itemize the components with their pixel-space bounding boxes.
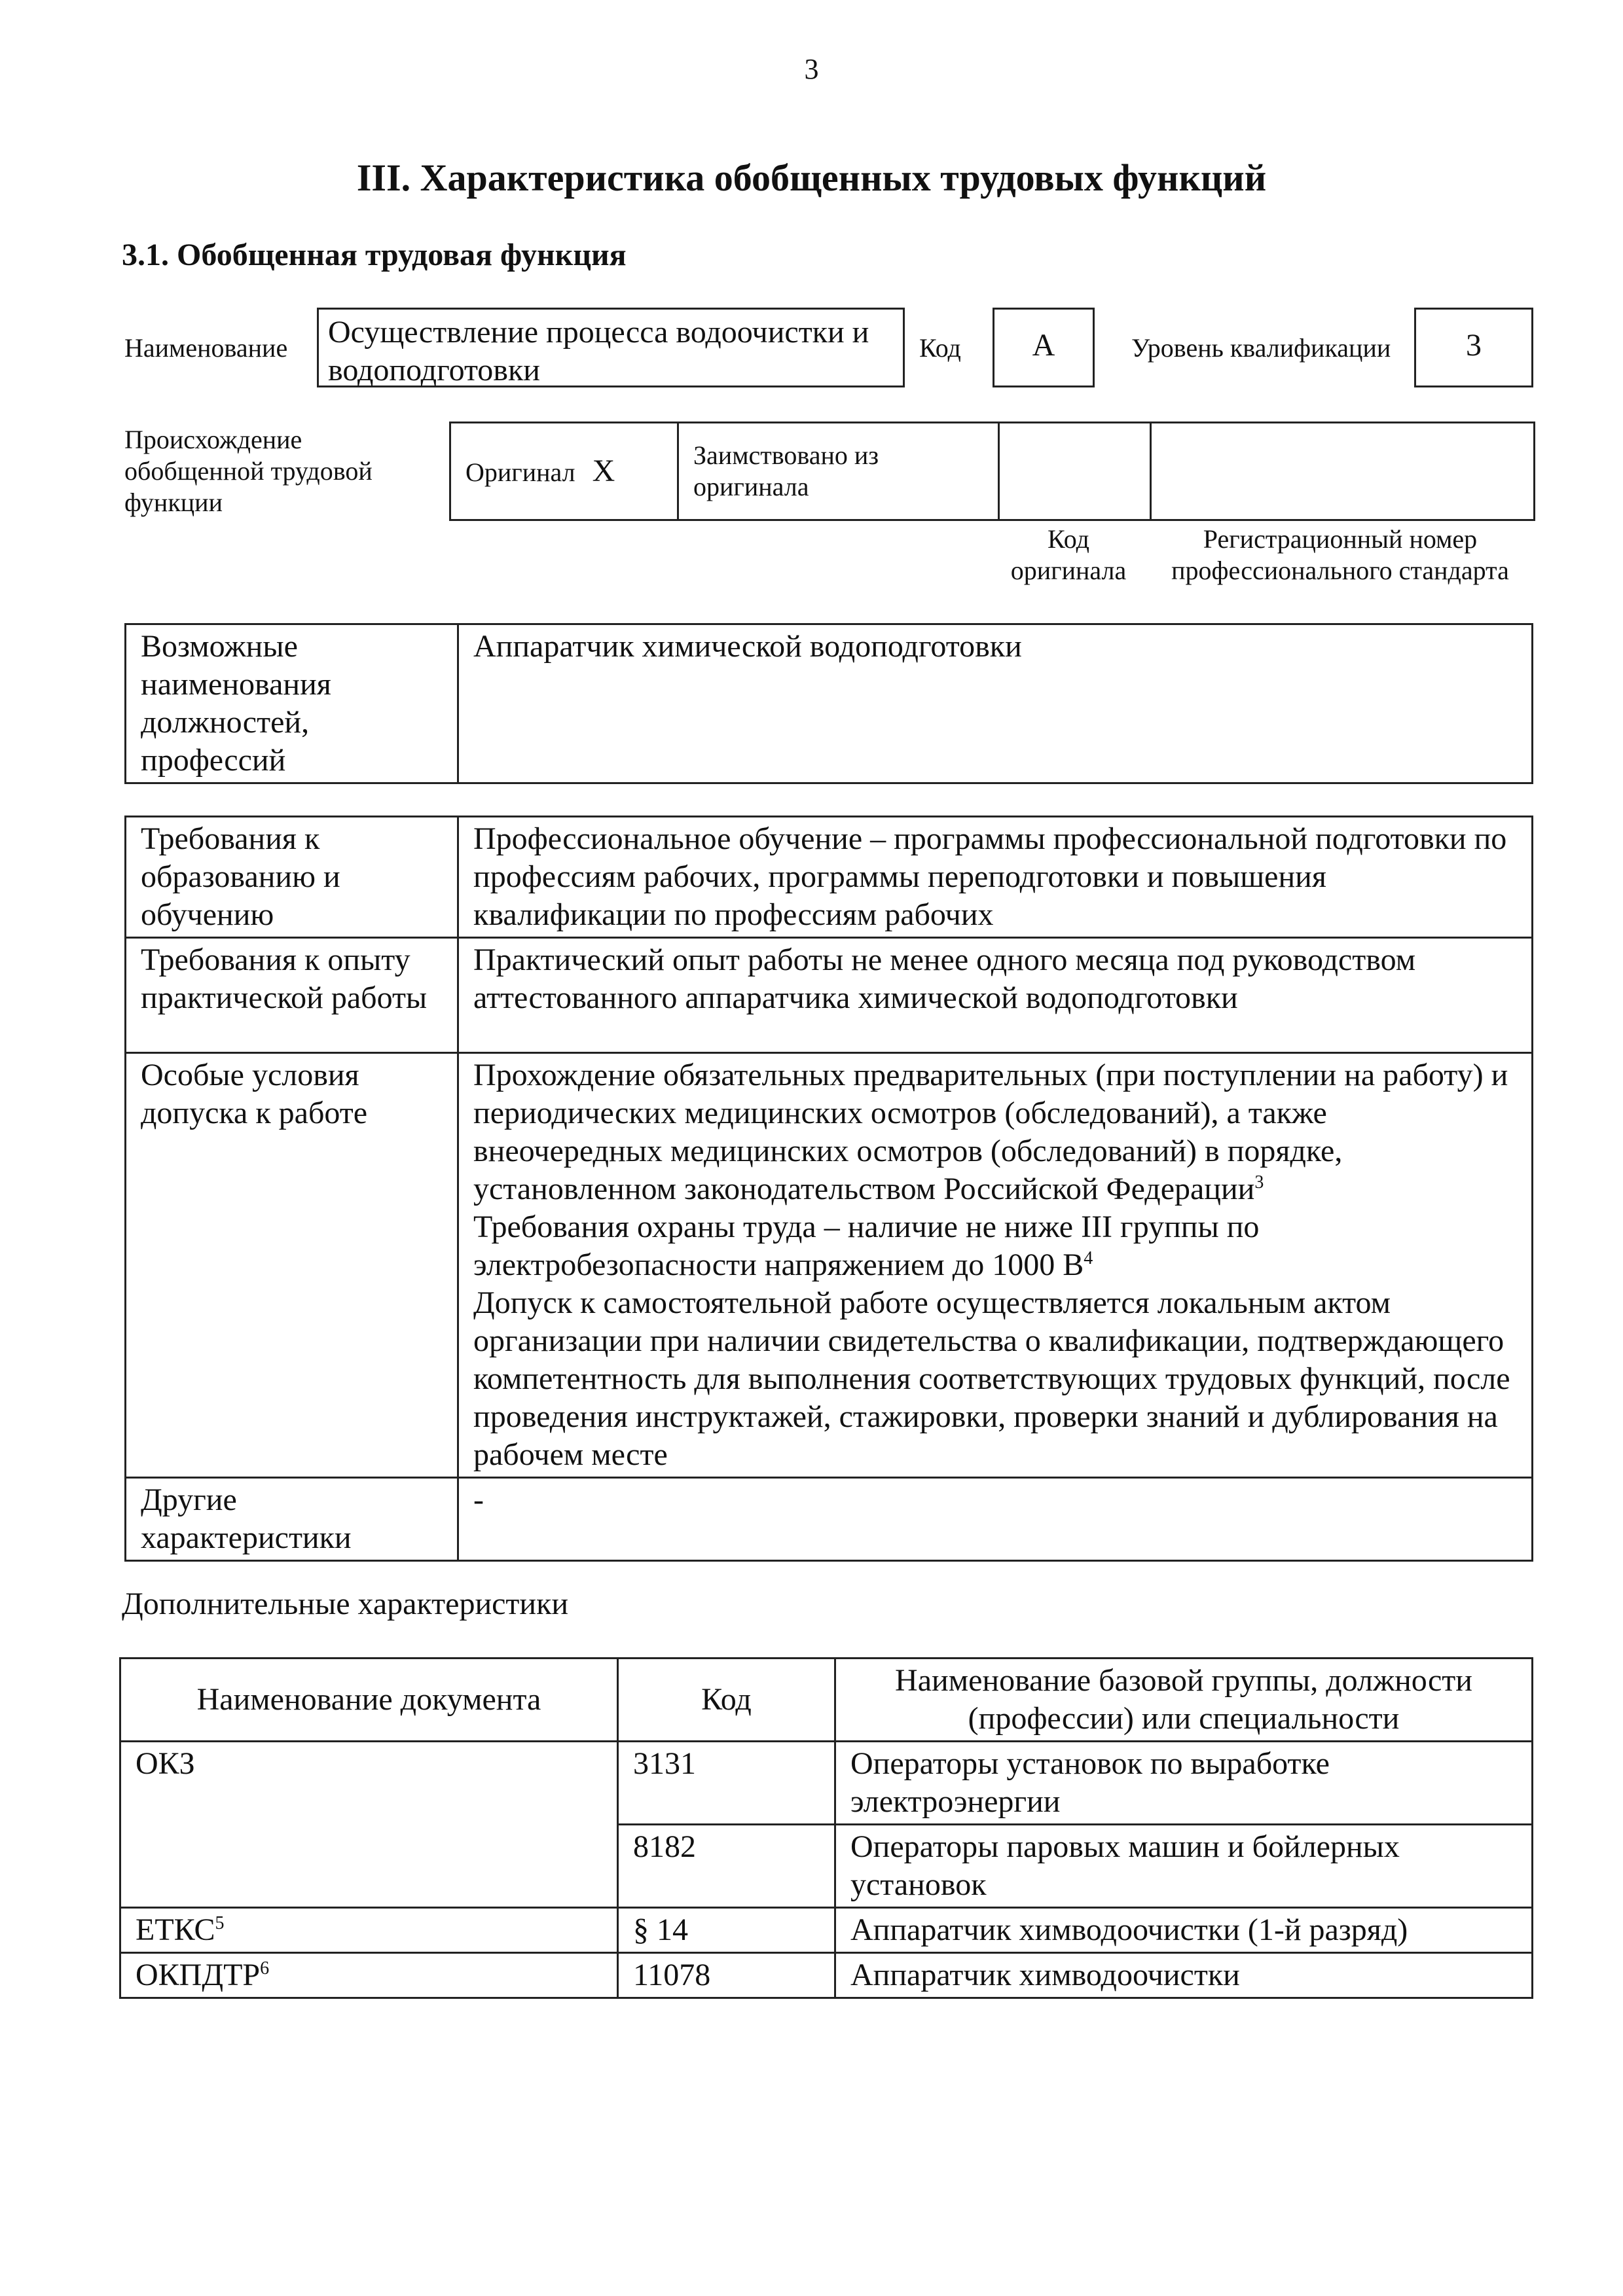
origin-label: Происхождение обобщенной трудовой функции — [124, 425, 373, 517]
footnote-ref-5: 5 — [215, 1913, 225, 1933]
col-header-code: Код — [618, 1659, 835, 1742]
table-row — [126, 1053, 1533, 1478]
additional-title: Дополнительные характеристики — [122, 1587, 569, 1621]
code-cell: 8182 — [618, 1825, 835, 1908]
req-other-label: Другие характеристики — [126, 1478, 458, 1561]
doc-okz: ОКЗ — [120, 1742, 618, 1908]
table-row — [120, 1953, 1533, 1998]
table-row — [126, 817, 1533, 938]
table-row — [120, 1908, 1533, 1953]
origin-code-cell — [999, 423, 1151, 520]
origin-original-cell — [450, 423, 678, 520]
code-cell: 3131 — [618, 1742, 835, 1825]
req-experience-label: Требования к опыту практической работы — [126, 938, 458, 1053]
footnote-ref-6: 6 — [260, 1958, 270, 1979]
level-label: Уровень квалификации — [1131, 333, 1391, 363]
doc-etks — [120, 1908, 618, 1953]
conditions-text-3: Допуск к самостоятельной работе осуществляется локальным актом организации при наличии свидетельства о квалификации, подтверждающего компетентность для выполнения соответствующих трудовых функций, после проведения инструктажей, стажировки, проверки знаний и дублирования на рабочем месте — [473, 1285, 1510, 1472]
req-other-value: - — [458, 1478, 1533, 1561]
code-cell: 11078 — [618, 1953, 835, 1998]
additional-table — [119, 1657, 1533, 1999]
name-cell: Операторы паровых машин и бойлерных установок — [835, 1825, 1533, 1908]
borrowed-label: Заимствовано из оригинала — [693, 440, 879, 501]
req-education-label: Требования к образованию и обучению — [126, 817, 458, 938]
requirements-table — [124, 816, 1533, 1562]
col-header-document: Наименование документа — [120, 1659, 618, 1742]
page-number: 3 — [804, 53, 819, 85]
origin-reg-cell — [1151, 423, 1535, 520]
level-value-box — [1414, 308, 1533, 387]
footnote-ref-3: 3 — [1254, 1172, 1264, 1193]
code-value: А — [1032, 328, 1055, 363]
req-education-value: Профессиональное обучение – программы профессиональной подготовки по профессиям рабочих, программы переподготовки и повышения квалификации по профессиям рабочих — [458, 817, 1533, 938]
origin-borrowed-cell — [678, 423, 999, 520]
original-mark: X — [592, 454, 615, 488]
code-caption: Код оригинала — [1010, 524, 1127, 585]
name-label: Наименование — [124, 333, 288, 363]
reg-caption: Регистрационный номер профессионального стандарта — [1171, 524, 1509, 585]
doc-etks-text: ЕТКС — [136, 1912, 215, 1947]
name-value-box — [317, 308, 905, 387]
footnote-ref-4: 4 — [1084, 1248, 1093, 1268]
positions-value: Аппаратчик химической водоподготовки — [458, 624, 1533, 783]
req-conditions-value — [458, 1053, 1533, 1478]
conditions-text-1: Прохождение обязательных предварительных (при поступлении на работу) и периодических медицинских осмотров (обследований), а также внеочередных медицинских осмотров (обследований) в порядке, установленном законодательством Российской Федерации — [473, 1058, 1508, 1206]
original-label: Оригинал — [465, 457, 575, 487]
table-row — [126, 1478, 1533, 1561]
code-value-box — [993, 308, 1095, 387]
table-row — [120, 1742, 1533, 1825]
name-cell: Аппаратчик химводоочистки (1-й разряд) — [835, 1908, 1533, 1953]
req-conditions-label: Особые условия допуска к работе — [126, 1053, 458, 1478]
subsection-title: 3.1. Обобщенная трудовая функция — [122, 238, 627, 272]
name-cell: Операторы установок по выработке электроэнергии — [835, 1742, 1533, 1825]
table-row — [126, 938, 1533, 1053]
name-value: Осуществление процесса водоочистки и водоподготовки — [328, 315, 869, 387]
code-label: Код — [919, 333, 961, 363]
positions-table — [124, 623, 1533, 784]
code-cell: § 14 — [618, 1908, 835, 1953]
origin-table — [449, 422, 1535, 521]
section-title: III. Характеристика обобщенных трудовых функций — [356, 156, 1267, 199]
name-cell: Аппаратчик химводоочистки — [835, 1953, 1533, 1998]
conditions-text-2: Требования охраны труда – наличие не ниже III группы по электробезопасности напряжением до 1000 В — [473, 1210, 1260, 1282]
positions-label: Возможные наименования должностей, профессий — [126, 624, 458, 783]
doc-okpdtr — [120, 1953, 618, 1998]
level-value: 3 — [1466, 328, 1482, 363]
col-header-name: Наименование базовой группы, должности (профессии) или специальности — [835, 1659, 1533, 1742]
table-header-row — [120, 1659, 1533, 1742]
doc-okpdtr-text: ОКПДТР — [136, 1958, 261, 1992]
req-experience-value: Практический опыт работы не менее одного месяца под руководством аттестованного аппаратчика химической водоподготовки — [458, 938, 1533, 1053]
